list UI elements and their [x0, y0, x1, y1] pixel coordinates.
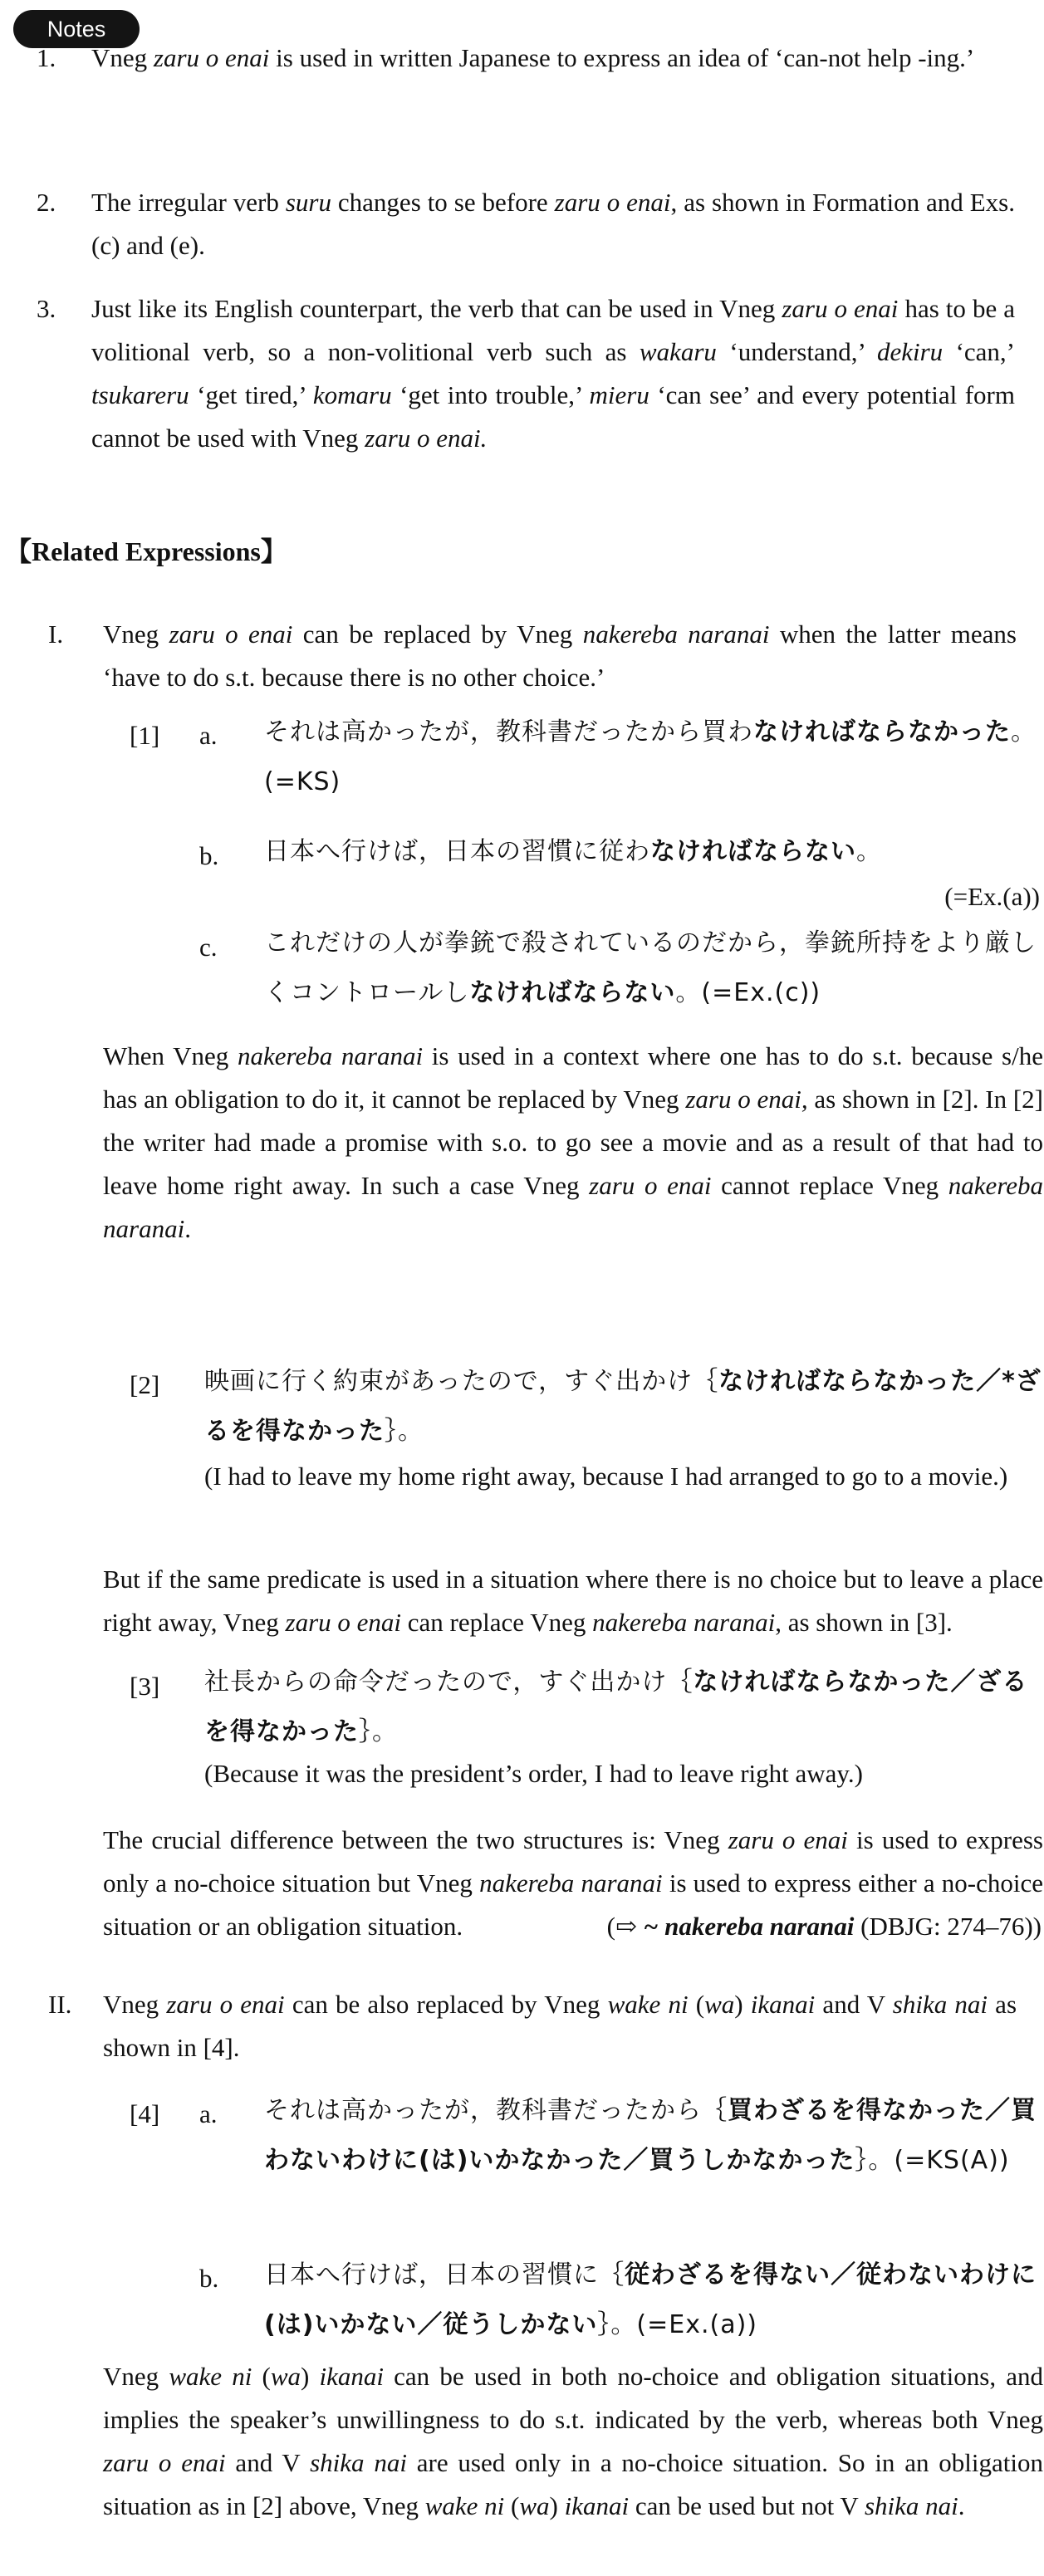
example-label: b.: [199, 2264, 219, 2293]
section-2-paragraph: Vneg wake ni (wa) ikanai can be used in both no-choice and obligation situations, and implies the speaker’s unwillingness to do s.t. indicated by the verb, whereas both Vneg zaru o enai and V shika nai are used only in a no-choice situation. So in an obligation situation as in [2] above, Vneg wake ni (wa) ikanai can be used but not V shika nai.: [103, 2362, 1044, 2520]
example-number: [1]: [130, 721, 160, 750]
example-label: b.: [199, 841, 219, 870]
example-1c: これだけの人が拳銃で殺されているのだから，拳銃所持をより厳しくコントロールしなければならない。(=Ex.(c)): [264, 928, 1037, 1007]
related-expressions-heading: 【Related Expressions】: [5, 536, 287, 566]
section-2-intro: Vneg zaru o enai can be also replaced by Vneg wake ni (wa) ikanai and V shika nai as shown in [4].: [103, 1990, 1017, 2062]
example-2-translation: (I had to leave my home right away, because I had arranged to go to a movie.): [204, 1462, 1008, 1491]
note-number: 2.: [37, 188, 56, 217]
note-number: 1.: [37, 43, 56, 72]
example-number: [4]: [130, 2099, 160, 2128]
section-1-paragraph: The crucial difference between the two structures is: Vneg zaru o enai is used to express only a no-choice situation but Vneg nakereba naranai is used to express either a no-choice situation or an obligation situation.: [103, 1825, 1043, 1941]
cross-reference: (⇨ ~ nakereba naranai (DBJG: 274–76)): [606, 1912, 1042, 1941]
example-3: 社長からの命令だったので，すぐ出かけ｛なければならなかった／ざるを得なかった｝。: [204, 1668, 1028, 1746]
section-1-paragraph: When Vneg nakereba naranai is used in a context where one has to do s.t. because s/he has an obligation to do it, it cannot be replaced by Vneg zaru o enai, as shown in [2]. In [2] the writer had made a promise with s.o. to go see a movie and as a result of that had to leave home right away. In such a case Vneg zaru o enai cannot replace Vneg nakereba naranai.: [103, 1041, 1043, 1243]
example-1b-ref: (=Ex.(a)): [944, 882, 1040, 911]
example-3-translation: (Because it was the president’s order, I had to leave right away.): [204, 1759, 863, 1788]
note-2: The irregular verb suru changes to se before zaru o enai, as shown in Formation and Exs.(c) and (e).: [91, 188, 1015, 260]
section-roman: II.: [48, 1990, 72, 2019]
example-label: a.: [199, 721, 218, 750]
example-label: a.: [199, 2099, 218, 2128]
note-1: Vneg zaru o enai is used in written Japanese to express an idea of ‘can-not help -ing.’: [91, 43, 975, 72]
example-4b: 日本へ行けば，日本の習慣に｛従わざるを得ない／従わないわけに(は)いかない／従うしかない｝。(=Ex.(a)): [264, 2260, 1037, 2339]
example-label: c.: [199, 933, 218, 962]
note-number: 3.: [37, 294, 56, 323]
note-3: Just like its English counterpart, the verb that can be used in Vneg zaru o enai has to be a volitional verb, so a non-volitional verb such as wakaru ‘understand,’ dekiru ‘can,’ tsukareru ‘get tired,’ komaru ‘get into trouble,’ mieru ‘can see’ and every potential form cannot be used with Vneg zaru o enai.: [91, 294, 1016, 453]
example-1a: それは高かったが，教科書だったから買わなければならなかった。(=KS): [264, 717, 1037, 796]
section-roman: I.: [48, 620, 64, 649]
example-2: 映画に行く約束があったので，すぐ出かけ｛なければならなかった／*ざるを得なかった｝。: [204, 1367, 1042, 1446]
section-1-intro: Vneg zaru o enai can be replaced by Vneg nakereba naranai when the latter means ‘have to do s.t. because there is no other choice.’: [103, 620, 1017, 692]
example-4a: それは高かったが，教科書だったから｛買わざるを得なかった／買わないわけに(は)いかなかった／買うしかなかった｝。(=KS(A)): [264, 2096, 1037, 2175]
section-1-paragraph: But if the same predicate is used in a situation where there is no choice but to leave a place right away, Vneg zaru o enai can replace Vneg nakereba naranai, as shown in [3].: [103, 1565, 1043, 1637]
example-1b: 日本へ行けば，日本の習慣に従わなければならない。: [264, 837, 882, 866]
example-number: [2]: [130, 1370, 160, 1399]
example-number: [3]: [130, 1672, 160, 1701]
notes-badge: Notes: [13, 10, 140, 48]
